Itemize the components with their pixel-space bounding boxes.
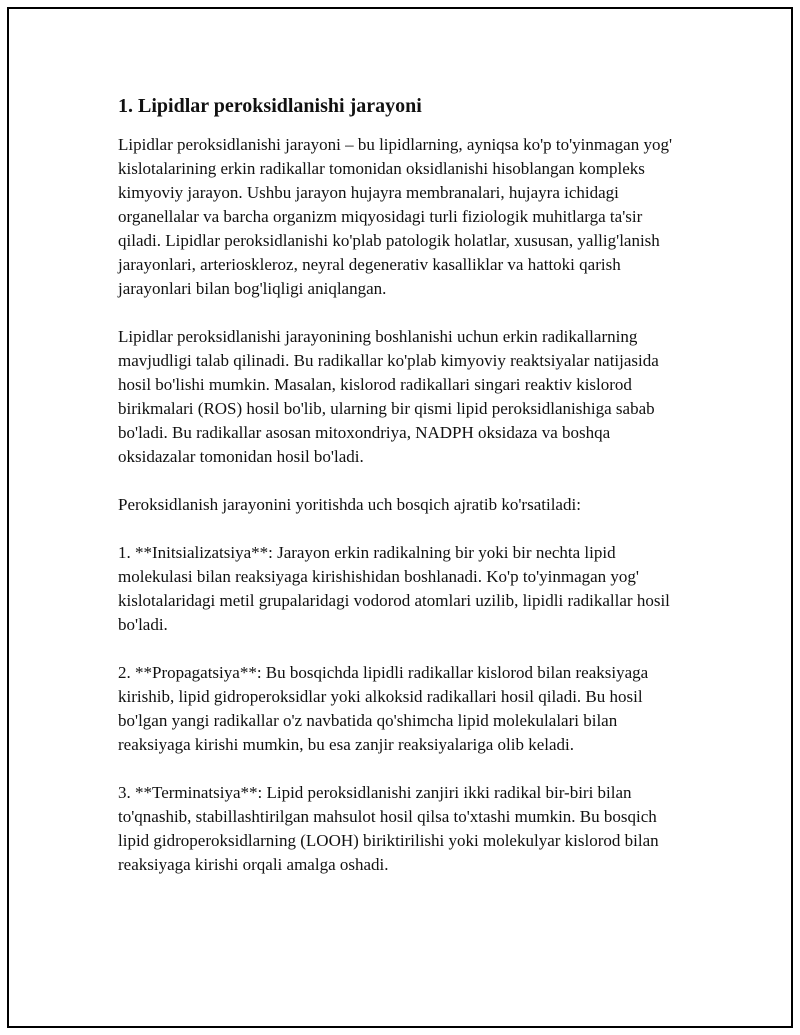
paragraph-stages-intro: Peroksidlanish jarayonini yoritishda uch bosqich ajratib ko'rsatiladi: [118,495,581,514]
paragraph-propagation: 2. **Propagatsiya**: Bu bosqichda lipidli radikallar kislorod bilan reaksiyaga kirishib, lipid gidroperoksidlar yoki alkoksid radikallari hosil qiladi. Bu hosil bo'lgan yangi radikallar o'z navbatida qo'shimcha lipid molekulalari bilan reaksiyaga kirishi mumkin, bu esa zanjir reaksiyalariga olib keladi. [118,663,649,754]
section-heading: 1. Lipidlar peroksidlanishi jarayoni [118,95,422,117]
document-body [118,93,688,901]
paragraph-termination: 3. **Terminatsiya**: Lipid peroksidlanishi zanjiri ikki radikal bir-biri bilan to'qnashib, stabillashtirilgan mahsulot hosil qilsa to'xtashi mumkin. Bu bosqich lipid gidroperoksidlarning (LOOH) biriktirilishi yoki molekulyar kislorod bilan reaksiyaga kirishi orqali amalga oshadi. [118,783,659,874]
paragraph-initiation: 1. **Initsializatsiya**: Jarayon erkin radikalning bir yoki bir nechta lipid molekulasi bilan reaksiyaga kirishishidan boshlanadi. Ko'p to'yinmagan yog' kislotalaridagi metil grupalaridagi vodorod atomlari uzilib, lipidli radikallar hosil bo'ladi. [118,543,670,634]
paragraph-radicals: Lipidlar peroksidlanishi jarayonining boshlanishi uchun erkin radikallarning mavjudligi talab qilinadi. Bu radikallar ko'plab kimyoviy reaktsiyalar natijasida hosil bo'lishi mumkin. Masalan, kislorod radikallari singari reaktiv kislorod birikmalari (ROS) hosil bo'lib, ularning bir qismi lipid peroksidlanishiga sabab bo'ladi. Bu radikallar asosan mitoxondriya, NADPH oksidaza va boshqa oksidazalar tomonidan hosil bo'ladi. [118,327,659,466]
paragraph-intro: Lipidlar peroksidlanishi jarayoni – bu lipidlarning, ayniqsa ko'p to'yinmagan yog' kislotalarining erkin radikallar tomonidan oksidlanishi hisoblangan kompleks kimyoviy jarayon. Ushbu jarayon hujayra membranalari, hujayra ichidagi organellalar va barcha organizm miqyosidagi turli fiziologik muhitlarga ta'sir qiladi. Lipidlar peroksidlanishi ko'plab patologik holatlar, xususan, yallig'lanish jarayonlari, arterioskleroz, neyral degenerativ kasalliklar va hattoki qarish jarayonlari bilan bog'liqligi aniqlangan. [118,135,673,298]
